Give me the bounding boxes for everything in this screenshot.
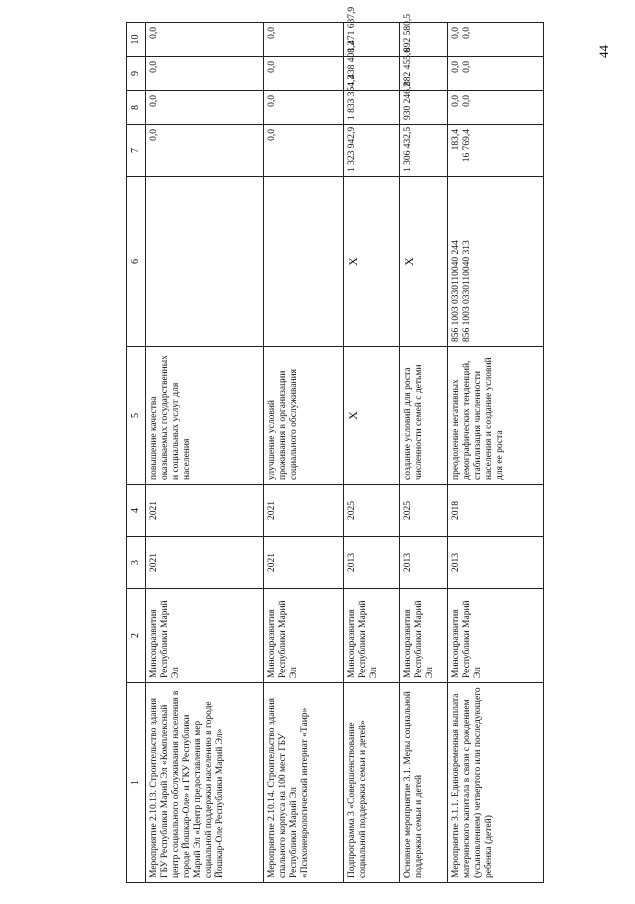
header-cell: 4 [127,485,146,537]
amount-col7: 1 306 432,5 [400,125,448,177]
end-year: 2025 [344,485,400,537]
header-cell: 3 [127,537,146,589]
event-name: Мероприятие 2.10.14. Строительство здания спального корпуса на 100 мест ГБУ Республики Марий Эл «Психоневрологический интернат «Таир» [264,683,344,883]
responsible: Минсоцразвития Республики Марий Эл [400,589,448,683]
expected-result: создание условий для роста численности семей с детьми [400,347,448,485]
table-row [400,23,448,883]
amount-line: 0,0 [451,95,461,107]
amount-col8 [448,91,544,125]
end-year: 2018 [448,485,544,537]
header-cell: 7 [127,125,146,177]
amount-line: 0,0 [461,27,472,39]
table-row [264,23,344,883]
expected-result: X [344,347,400,485]
event-name: Мероприятие 2.10.13. Строительство здания ГБУ Республики Марий Эл «Комплексный центр социального обслуживания населения в городе Йошкар-Оле» и ГКУ Республики Марий Эл «Центр предоставления мер социальной поддержки населению в городе Йошкар-Оле Республики Марий Эл» [146,683,264,883]
header-cell: 5 [127,347,146,485]
expected-result: повышение качества оказываемых государственных и социальных услуг для населения [146,347,264,485]
table-row [146,23,264,883]
header-cell: 9 [127,57,146,91]
amount-line: 0,0 [461,61,472,73]
budget-code-line: 856 1003 0330110040 244 [451,240,461,342]
amount-col7: 0,0 [146,125,264,177]
responsible: Минсоцразвития Республики Марий Эл [146,589,264,683]
budget-code [448,177,544,347]
amount-col7 [448,125,544,177]
rotated-table-container [126,6,610,883]
amount-col9 [448,57,544,91]
header-cell: 6 [127,177,146,347]
table-row [344,23,400,883]
start-year: 2021 [264,537,344,589]
amount-col8: 1 833 354,2 [344,91,400,125]
event-name: Подпрограмма 3 «Совершенствование социальной поддержки семьи и детей» [344,683,400,883]
responsible: Минсоцразвития Республики Марий Эл [264,589,344,683]
amount-col10: 0,0 [264,23,344,57]
amount-line: 16 769,4 [461,129,472,163]
amount-col9: 0,0 [264,57,344,91]
amount-line: 0,0 [451,27,461,39]
header-cell: 10 [127,23,146,57]
budget-code [146,177,264,347]
event-name: Основное мероприятие 3.1. Меры социальной поддержки семьи и детей [400,683,448,883]
amount-col8: 930 246,2 [400,91,448,125]
header-cell: 8 [127,91,146,125]
budget-code-line: 856 1003 0330110040 313 [461,240,472,342]
amount-line: 0,0 [451,61,461,73]
amount-col10: 892 580,5 [400,23,448,57]
amount-col10: 1 471 637,9 [344,23,400,57]
amount-col7: 0,0 [264,125,344,177]
amount-col9: 1 438 408,2 [344,57,400,91]
end-year: 2021 [264,485,344,537]
responsible: Минсоцразвития Республики Марий Эл [448,589,544,683]
page-number: 44 [596,45,611,58]
amount-col7: 1 323 942,9 [344,125,400,177]
expected-result: улучшение условий проживания в организации социального обслуживания [264,347,344,485]
expected-result: преодоление негативных демографических тенденций, стабилизация численности населения и создание условий для ее роста [448,347,544,485]
end-year: 2025 [400,485,448,537]
budget-code [264,177,344,347]
amount-line: 183,4 [451,129,461,151]
header-cell: 1 [127,683,146,883]
amount-col9: 882 455,6 [400,57,448,91]
amount-col10: 0,0 [146,23,264,57]
start-year: 2013 [400,537,448,589]
amount-col9: 0,0 [146,57,264,91]
header-row [127,23,146,883]
start-year: 2013 [448,537,544,589]
table-row [448,23,544,883]
amount-col8: 0,0 [146,91,264,125]
program-table [126,6,544,883]
amount-line: 0,0 [461,95,472,107]
start-year: 2021 [146,537,264,589]
header-cell: 2 [127,589,146,683]
amount-col10 [448,23,544,57]
start-year: 2013 [344,537,400,589]
event-name: Мероприятие 3.1.1. Единовременная выплата материнского капитала в связи с рождением (усыновлением) четвертого или последующего ребенка (детей) [448,683,544,883]
responsible: Минсоцразвития Республики Марий Эл [344,589,400,683]
amount-col8: 0,0 [264,91,344,125]
budget-code: X [400,177,448,347]
end-year: 2021 [146,485,264,537]
budget-code: X [344,177,400,347]
